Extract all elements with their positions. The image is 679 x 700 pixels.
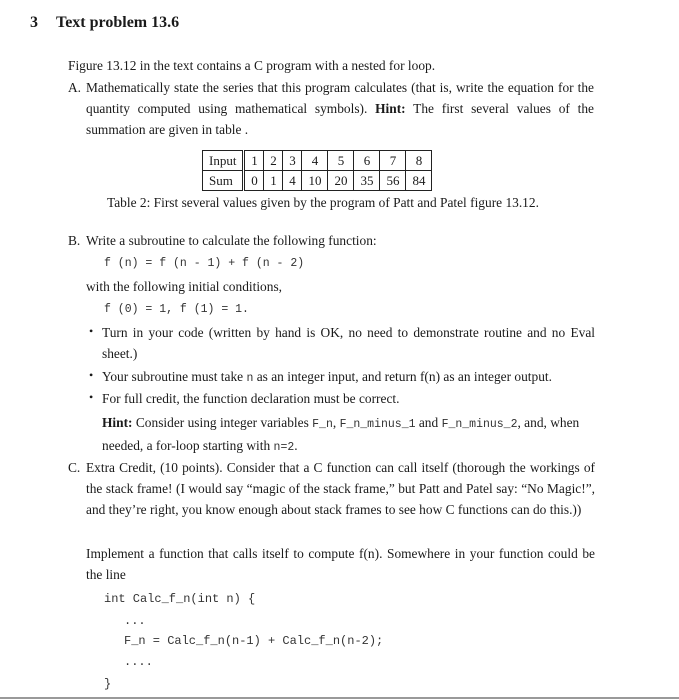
loop-start: n=2 bbox=[273, 441, 295, 454]
table-row bbox=[203, 171, 432, 191]
bullet-2-code: n bbox=[246, 372, 254, 385]
part-b-hint: Hint: Consider using integer variables F_n, F_n_minus_1 and F_n_minus_2, and, when needed, a for-loop starting with n=2. bbox=[102, 415, 580, 454]
recurrence-formula: f (n) = f (n - 1) + f (n - 2) bbox=[104, 257, 305, 270]
bullet-1-text: Turn in your code (written by hand is OK, no need to demonstrate routine and no Eval sheet.) bbox=[102, 325, 595, 361]
code-line-recursion: F_n = Calc_f_n(n-1) + Calc_f_n(n-2); bbox=[124, 634, 384, 648]
table-cell: 56 bbox=[380, 171, 406, 191]
code-line-ellipsis-2: .... bbox=[124, 655, 153, 669]
table-caption: Table 2: First several values given by the program of Patt and Patel figure 13.12. bbox=[107, 195, 539, 210]
part-a-text bbox=[86, 77, 594, 140]
part-b-label: B. bbox=[68, 233, 81, 248]
bullet-icon: • bbox=[89, 390, 94, 404]
intro-text: Figure 13.12 in the text contains a C program with a nested for loop. bbox=[68, 58, 436, 73]
part-c-label: C. bbox=[68, 460, 81, 475]
code-line-ellipsis: ... bbox=[124, 614, 146, 628]
table-cell: 84 bbox=[406, 171, 432, 191]
table-cell: 4 bbox=[283, 171, 302, 191]
table-row bbox=[203, 151, 432, 171]
table-cell: 7 bbox=[380, 151, 406, 171]
bullet-icon: • bbox=[89, 324, 94, 338]
part-b-hint-post: , and, when needed, a for-loop starting with bbox=[102, 415, 580, 453]
bullet-2-post: as an integer input, and return f(n) as an integer output. bbox=[256, 369, 552, 384]
table-cell: 10 bbox=[302, 171, 328, 191]
and-word: and bbox=[418, 415, 439, 430]
part-a-hint-label: Hint: bbox=[375, 101, 406, 116]
part-b-text: Write a subroutine to calculate the following function: bbox=[86, 233, 377, 248]
code-line-signature: int Calc_f_n(int n) { bbox=[104, 592, 256, 606]
initial-conditions-formula: f (0) = 1, f (1) = 1. bbox=[104, 303, 249, 316]
part-a-body: Mathematically state the series that this program calculates (that is, write the equation for the quantity computed using mathematical symbols). bbox=[86, 80, 594, 116]
table-cell: 4 bbox=[302, 151, 328, 171]
table-cell: 2 bbox=[264, 151, 283, 171]
values-table bbox=[202, 150, 432, 191]
part-c-text-2: Implement a function that calls itself to compute f(n). Somewhere in your function could be the line bbox=[86, 546, 595, 582]
table-cell: 35 bbox=[354, 171, 380, 191]
part-b-hint-label: Hint: bbox=[102, 415, 133, 430]
table-cell: 5 bbox=[328, 151, 354, 171]
var-f-n-minus-2: F_n_minus_2 bbox=[441, 418, 518, 431]
part-c-text: Extra Credit, (10 points). Consider that a C function can call itself (thorough the workings of the stack frame! (I would say “magic of the stack frame,” but Patt and Patel say: “No Magic!”, and they’re right, you know enough about stack frames to see how C functions can do this.)) bbox=[86, 460, 595, 517]
part-b-hint-pre: Consider using integer variables bbox=[135, 415, 309, 430]
bullet-icon: • bbox=[89, 368, 94, 382]
table-header-sum: Sum bbox=[203, 171, 244, 191]
table-cell: 8 bbox=[406, 151, 432, 171]
page-bottom-rule bbox=[0, 697, 679, 699]
section-title: Text problem 13.6 bbox=[56, 14, 180, 31]
bullet-2-pre: Your subroutine must take bbox=[102, 369, 244, 384]
period: . bbox=[294, 438, 298, 453]
table-cell: 3 bbox=[283, 151, 302, 171]
initial-conditions-text: with the following initial conditions, bbox=[86, 279, 283, 294]
bullet-2-text bbox=[102, 366, 552, 389]
part-a-hint-text: The first several values of the summation are given in table . bbox=[86, 101, 594, 137]
table-cell: 1 bbox=[244, 151, 264, 171]
bullet-3-text: For full credit, the function declaration must be correct. bbox=[102, 391, 400, 406]
table-cell: 20 bbox=[328, 171, 354, 191]
table-cell: 0 bbox=[244, 171, 264, 191]
var-f-n-minus-1: F_n_minus_1 bbox=[339, 418, 416, 431]
table-cell: 1 bbox=[264, 171, 283, 191]
table-cell: 6 bbox=[354, 151, 380, 171]
section-number: 3 bbox=[30, 14, 38, 31]
code-line-close-brace: } bbox=[104, 677, 112, 691]
table-header-input: Input bbox=[203, 151, 244, 171]
part-a-label: A. bbox=[68, 80, 82, 95]
var-f-n: F_n bbox=[312, 418, 333, 431]
